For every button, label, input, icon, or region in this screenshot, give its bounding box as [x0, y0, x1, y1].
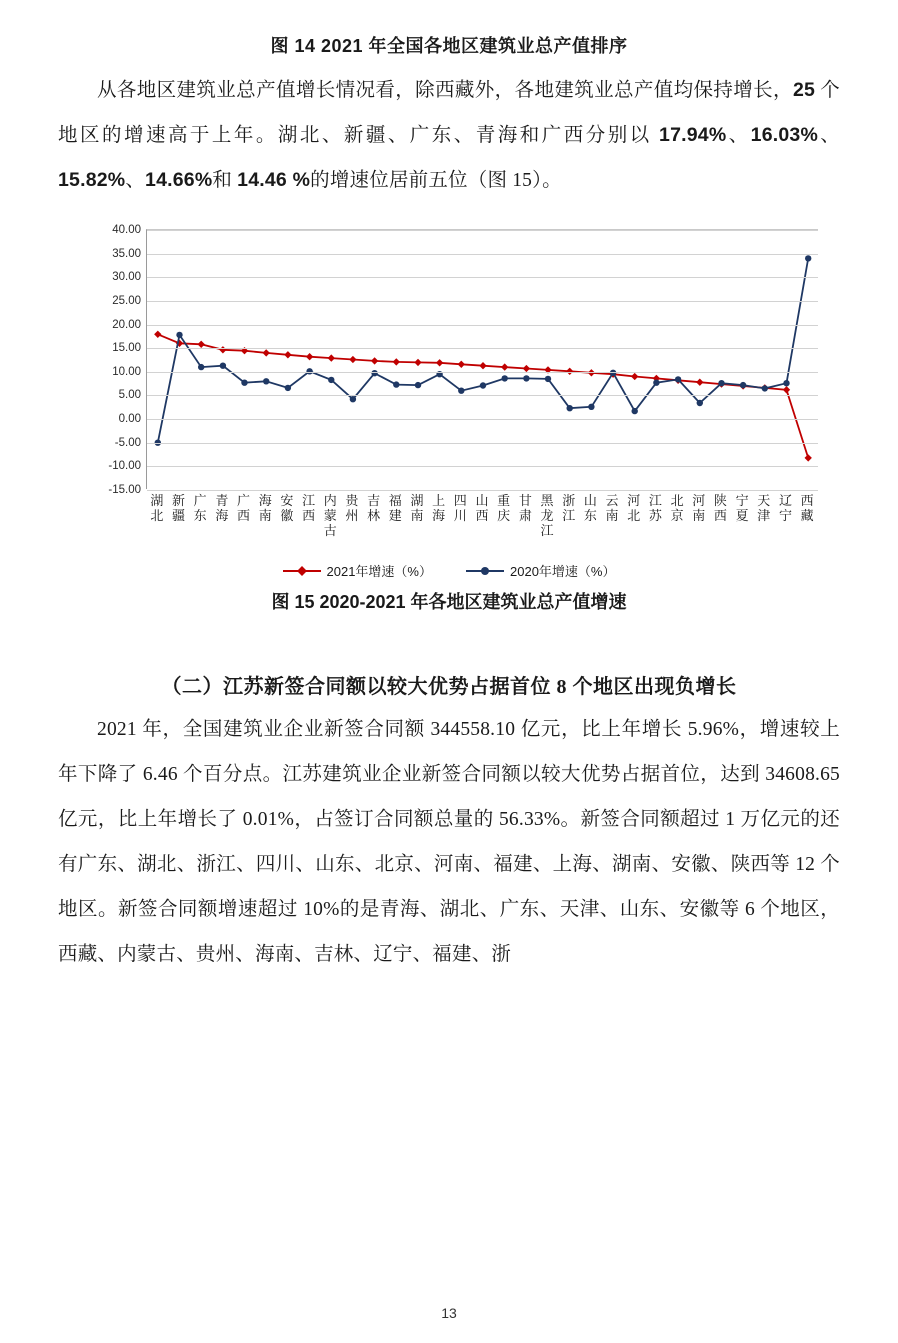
chart-x-tick-label: 陕西: [713, 493, 727, 523]
chart-x-tick-label: 湖北: [150, 493, 164, 523]
chart-gridline: [147, 348, 818, 349]
chart-data-point: [263, 349, 270, 356]
chart-x-tick-label: 贵州: [345, 493, 359, 523]
chart-data-point: [328, 377, 334, 383]
chart-x-tick-label: 北京: [670, 493, 684, 523]
par1-num-25: 25: [792, 79, 816, 101]
chart-data-point: [696, 379, 703, 386]
figure-14-caption: 图 14 2021 年全国各地区建筑业总产值排序: [270, 36, 628, 56]
chart-series-svg: [147, 230, 819, 490]
chart-data-point: [436, 359, 443, 366]
chart-gridline: [147, 419, 818, 420]
chart-legend-swatch: [466, 570, 504, 572]
page-number: 13: [441, 1305, 457, 1321]
chart-data-point: [501, 363, 508, 370]
chart-x-tick-label: 广东: [193, 493, 207, 523]
chart-x-tick-label: 西藏: [800, 493, 814, 523]
chart-y-tick-label: -5.00: [114, 436, 141, 449]
chart-data-point: [393, 381, 399, 387]
chart-x-tick-label: 江苏: [648, 493, 662, 523]
chart-y-tick-label: 40.00: [112, 224, 141, 236]
figure-15-chart: [58, 221, 840, 579]
chart-gridline: [147, 443, 818, 444]
chart-data-point: [349, 356, 356, 363]
chart-data-point: [653, 380, 659, 386]
chart-data-point: [371, 357, 378, 364]
chart-data-point: [545, 376, 551, 382]
chart-data-point: [805, 454, 812, 461]
chart-data-point: [220, 363, 226, 369]
chart-y-tick-label: 5.00: [118, 389, 141, 402]
chart-series-line: [158, 258, 808, 442]
chart-x-tick-label: 安徽: [280, 493, 294, 523]
chart-x-axis-labels: [146, 493, 818, 555]
par1-sep-3: 、: [125, 170, 146, 191]
chart-gridline: [147, 395, 818, 396]
chart-legend-item: [283, 561, 432, 580]
chart-x-tick-label: 内蒙古: [323, 493, 337, 538]
chart-data-point: [241, 380, 247, 386]
par1-seg-end: 的增速位居前五位（图 15）。: [310, 170, 562, 191]
chart-x-tick-label: 辽宁: [778, 493, 792, 523]
chart-y-tick-label: 0.00: [118, 413, 141, 426]
chart-y-tick-label: 35.00: [112, 247, 141, 260]
chart-x-tick-label: 山西: [475, 493, 489, 523]
chart-gridline: [147, 301, 818, 302]
chart-x-tick-label: 河北: [627, 493, 641, 523]
chart-data-point: [328, 354, 335, 361]
paragraph-1: [58, 68, 840, 203]
chart-legend-label: 2020年增速（%）: [510, 564, 616, 579]
chart-gridline: [147, 325, 818, 326]
chart-gridline: [147, 372, 818, 373]
chart-data-point: [458, 361, 465, 368]
chart-gridline: [147, 466, 818, 467]
chart-x-tick-label: 海南: [258, 493, 272, 523]
chart-data-point: [697, 400, 703, 406]
chart-data-point: [393, 358, 400, 365]
chart-data-point: [154, 331, 161, 338]
par1-num-guangxi: 14.46 %: [237, 169, 311, 191]
chart-y-tick-label: -15.00: [108, 484, 141, 496]
chart-data-point: [458, 388, 464, 394]
par1-num-guangdong: 15.82%: [58, 169, 126, 191]
par1-sep-1: 、: [726, 125, 751, 146]
par1-sep-2: 、: [818, 125, 841, 146]
chart-data-point: [762, 385, 768, 391]
chart-y-tick-label: 30.00: [112, 271, 141, 284]
chart-x-tick-label: 山东: [583, 493, 597, 523]
section-heading: （二）江苏新签合同额以较大优势占据首位 8 个地区出现负增长: [161, 676, 737, 698]
chart-data-point: [805, 255, 811, 261]
chart-x-tick-label: 上海: [432, 493, 446, 523]
par1-seg-2: 个地区的增速高于上年。湖北、新疆、广东、青海和广西分别以: [58, 80, 840, 146]
chart-legend: [58, 561, 840, 580]
chart-x-tick-label: 福建: [388, 493, 402, 523]
chart-x-tick-label: 宁夏: [735, 493, 749, 523]
chart-data-point: [631, 373, 638, 380]
chart-data-point: [675, 376, 681, 382]
chart-y-tick-label: 20.00: [112, 318, 141, 331]
chart-gridline: [147, 230, 818, 231]
chart-x-tick-label: 天津: [757, 493, 771, 523]
chart-x-tick-label: 重庆: [497, 493, 511, 523]
par1-seg-1: 从各地区建筑业总产值增长情况看，除西藏外，各地建筑业总产值均保持增长，: [97, 80, 793, 101]
chart-x-tick-label: 青海: [215, 493, 229, 523]
chart-gridline: [147, 277, 818, 278]
chart-x-tick-label: 河南: [692, 493, 706, 523]
chart-x-tick-label: 四川: [453, 493, 467, 523]
chart-data-point: [415, 382, 421, 388]
chart-data-point: [198, 364, 204, 370]
chart-data-point: [588, 404, 594, 410]
chart-x-tick-label: 吉林: [367, 493, 381, 523]
chart-data-point: [414, 359, 421, 366]
chart-x-tick-label: 浙江: [562, 493, 576, 523]
chart-data-point: [198, 341, 205, 348]
chart-data-point: [523, 375, 529, 381]
chart-data-point: [284, 351, 291, 358]
chart-x-tick-label: 云南: [605, 493, 619, 523]
chart-data-point: [567, 405, 573, 411]
chart-x-tick-label: 新疆: [172, 493, 186, 523]
chart-data-point: [176, 332, 182, 338]
chart-data-point: [263, 378, 269, 384]
chart-data-point: [350, 396, 356, 402]
chart-data-point: [783, 386, 790, 393]
chart-plot-area: [108, 224, 818, 496]
par1-num-xinjiang: 16.03%: [750, 124, 819, 146]
chart-gridline: [147, 254, 818, 255]
chart-data-point: [740, 382, 746, 388]
chart-data-point: [479, 362, 486, 369]
par1-sep-4: 和: [212, 170, 238, 191]
chart-x-tick-label: 甘肃: [518, 493, 532, 523]
paragraph-2: 2021 年，全国建筑业企业新签合同额 344558.10 亿元，比上年增长 5.96%，增速较上年下降了 6.46 个百分点。江苏建筑业企业新签合同额以较大优势占据首位，达到 34608.65 亿元，比上年增长了 0.01%，占签订合同额总量的 56.33%。新签合同额超过 1 万亿元的还有广东、湖北、浙江、四川、山东、北京、河南、福建、上海、湖南、安徽、陕西等 12 个地区。新签合同额增速超过 10%的是青海、湖北、广东、天津、山东、安徽等 6 个地区，西藏、内蒙古、贵州、海南、吉林、辽宁、福建、浙: [58, 719, 840, 965]
chart-y-tick-label: 10.00: [112, 365, 141, 378]
chart-x-tick-label: 江西: [302, 493, 316, 523]
chart-legend-label: 2021年增速（%）: [326, 564, 432, 579]
chart-legend-swatch: [283, 570, 321, 572]
chart-data-point: [718, 380, 724, 386]
chart-y-tick-label: -10.00: [108, 460, 141, 473]
chart-data-point: [480, 382, 486, 388]
figure-15-caption: 图 15 2020-2021 年各地区建筑业总产值增速: [271, 592, 627, 612]
chart-data-point: [502, 375, 508, 381]
chart-data-point: [285, 385, 291, 391]
chart-y-tick-label: 25.00: [112, 294, 141, 307]
chart-y-tick-label: 15.00: [112, 342, 141, 355]
par1-num-hubei: 17.94%: [659, 124, 727, 146]
chart-x-tick-label: 广西: [237, 493, 251, 523]
chart-data-point: [632, 408, 638, 414]
chart-legend-item: [466, 561, 615, 580]
par1-num-qinghai: 14.66%: [145, 169, 213, 191]
chart-x-tick-label: 黑龙江: [540, 493, 554, 538]
chart-gridline: [147, 490, 818, 491]
chart-x-tick-label: 湖南: [410, 493, 424, 523]
chart-data-point: [783, 380, 789, 386]
chart-data-point: [306, 353, 313, 360]
